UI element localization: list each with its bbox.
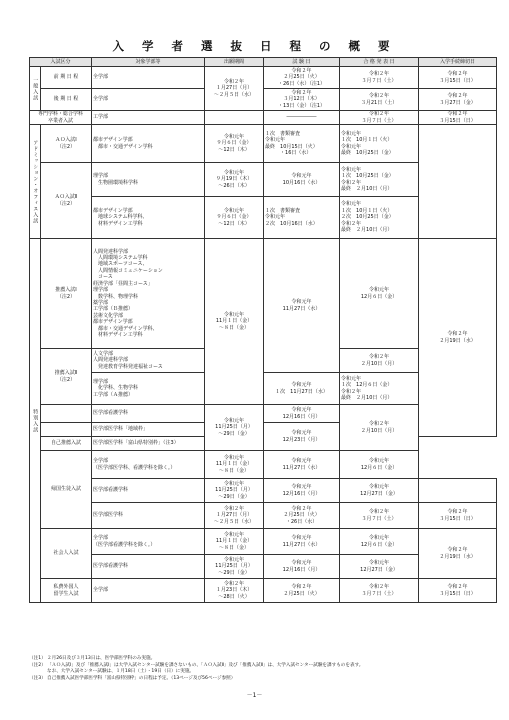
pass-date: 令和元年 １次 10月１日（火） 令和元年 最終 10月25日（金）: [340, 125, 419, 163]
deadline: 令和２年 ２月19日（水）: [419, 239, 497, 437]
deadline: 令和２年 ３月15日（日）: [419, 67, 497, 89]
pass-date: 令和２年 ３月７日（土）: [340, 579, 419, 603]
period: 令和元年 11月１日（金） ～８日（金）: [205, 529, 264, 555]
target: 医学部医学科「地域枠」: [92, 423, 205, 437]
subcategory-empty: [41, 405, 92, 423]
pass-date: 令和２年 ２月10日（月）: [340, 349, 419, 373]
period: 令和元年 ９月19日（木） ～26日（木）: [205, 163, 264, 197]
deadline: 令和２年 ３月27日（金）: [419, 89, 497, 111]
deadline: 令和２年 ３月15日（日）: [419, 111, 497, 125]
subcategory: ＡＯ入試Ⅰ （注2）: [41, 125, 92, 163]
page-number: －1－: [246, 692, 263, 699]
footnote: [29, 676, 499, 683]
subcategory: 専門学科・総合学科 卒業者入試: [30, 111, 92, 125]
period: 令和元年 11月25日（月） ～29日（金）: [205, 405, 264, 451]
header-category: 入試区分: [30, 58, 92, 67]
pass-date: 令和２年 ３月７日（土）: [340, 67, 419, 89]
pass-date: 令和元年 12月６日（金）: [340, 451, 419, 479]
exam-date: １次 書類審査 令和元年 ２次 10月16日（水）: [264, 197, 340, 239]
exam-date: ――――――: [264, 111, 340, 125]
category-ippan: 一般入試: [30, 67, 41, 111]
pass-date: 令和２年 ２月10日（月）: [340, 405, 419, 451]
footnote-key: （注3）: [29, 675, 46, 681]
target: 全学部: [92, 579, 205, 603]
table-row: [30, 451, 497, 479]
footnote-text: 「ＡＯ入試Ⅰ」及び「推薦入試Ⅰ」は大学入試センター試験を課さないもの、「ＡＯ入試Ⅱ」及び「推薦入試Ⅱ」は、大学入試センター試験を課すものを表す。: [47, 662, 364, 668]
subcategory: 前 期 日 程: [41, 67, 92, 89]
pass-date: 令和元年 12月27日（金）: [340, 555, 419, 579]
target: 理学部 生物圏環境科学科: [92, 163, 205, 197]
pass-date: 令和元年 １次 12月６日（金） 令和２年 最終 ２月10日（月）: [340, 373, 419, 405]
footnote-key: （注1）: [29, 656, 46, 661]
period: 令和２年 １月23日（木） ～28日（火）: [205, 579, 264, 603]
pass-date: 令和２年 ３月21日（土）: [340, 89, 419, 111]
exam-date: 令和２年 ２月25日（火） ・26日（水）（注1）: [264, 67, 340, 89]
exam-date: 令和元年 12月16日（月）: [264, 479, 340, 503]
target: 医学部看護学科: [92, 405, 205, 423]
schedule-table: [29, 57, 497, 603]
footnotes: [29, 656, 499, 682]
table-row: [30, 67, 497, 89]
table-row: [30, 111, 497, 125]
subcategory: 後 期 日 程: [41, 89, 92, 111]
period: 令和２年 １月27日（月） ～２月５日（水）: [205, 503, 264, 529]
header-pass: 合 格 発 表 日: [340, 58, 419, 67]
target: 医学部看護学科: [92, 479, 205, 503]
target: 人文学部 人間発達科学部 発達教育学科発達福祉コース: [92, 349, 205, 373]
period: 令和元年 11月25日（月） ～29日（金）: [205, 479, 264, 503]
exam-date: 令和元年 11月27日（水）: [264, 239, 340, 373]
header-period: 出願期間: [205, 58, 264, 67]
target: 全学部 （医学部看護学科を除く。）: [92, 529, 205, 555]
target: 医学部看護学科: [92, 555, 205, 579]
footnote-key: （注2）: [29, 662, 46, 668]
target: 全学部 （医学部医学科、看護学科を除く。）: [92, 451, 205, 479]
exam-date: 令和２年 ２月25日（火） ・26日（水）: [264, 503, 340, 529]
exam-date: 令和元年 12月16日（月）: [264, 405, 340, 423]
subcategory: ＡＯ入試Ⅱ （注2）: [41, 163, 92, 239]
subcategory: 社会人入試: [41, 529, 92, 579]
table-row: [30, 529, 497, 555]
pass-date: 令和元年 12月６日（金）: [340, 529, 419, 555]
target: 全学部: [92, 67, 205, 89]
target: 人間発達科学部 人間環境システム学科 地域スポーツコース、 人間情報コミュニケーション コース 経済学部「昼間主コース」 理学部 数学科、物理学科 薬学部 工学部（Ｂ推薦） 芸術文化学部 都市デザイン学部 都市・交通デザイン学科、 材料デザイン工学科: [92, 239, 205, 349]
period: 令和２年 １月27日（月） ～２月５日（水）: [205, 67, 264, 111]
category-tokubetsu: 特別入試: [30, 239, 41, 603]
pass-date: 令和元年 12月６日（金）: [340, 239, 419, 349]
pass-date: 令和２年 ３月７日（土）: [340, 111, 419, 125]
deadline: 令和２年 ２月19日（水）: [419, 529, 497, 579]
subcategory: 帰国生徒入試: [41, 451, 92, 529]
target: 理学部 化学科、生物学科 工学部（Ａ推薦）: [92, 373, 205, 405]
target: 都市デザイン学部 地球システム科学科、 材料デザイン工学科: [92, 197, 205, 239]
pass-date: 令和２年 ３月７日（土）: [340, 503, 419, 529]
table-row: [30, 239, 497, 349]
subcategory: 私費外国人 留学生入試: [41, 579, 92, 603]
table-row: [30, 479, 497, 503]
table-row: [30, 503, 497, 529]
target: 医学部医学科: [92, 503, 205, 529]
period: 令和元年 ９月６日（金） ～12日（木）: [205, 197, 264, 239]
footnote-text: 自己推薦入試医学部医学科「富山県特別枠」の日程は予定。（13ページ及び56ページ参照）: [47, 675, 236, 681]
target: 全学部: [92, 89, 205, 111]
table-row: [30, 125, 497, 163]
deadline: 令和２年 ３月15日（日）: [419, 503, 497, 529]
deadline-empty: [419, 479, 497, 503]
exam-date: 令和元年 10月16日（水）: [264, 163, 340, 197]
pass-date: 令和元年 １次 10月25日（金） 令和２年 最終 ２月10日（月）: [340, 163, 419, 197]
footnote-text: なお、大学入試センター試験は、１月18日（土）・19日（日）に実施。: [47, 669, 195, 675]
target: 工学部: [92, 111, 205, 125]
subcategory: 自己推薦入試: [41, 437, 92, 451]
period: 令和元年 ９月６日（金） ～12日（木）: [205, 125, 264, 163]
page-title: 入 学 者 選 抜 日 程 の 概 要: [112, 39, 397, 53]
period: 令和元年 11月25日（月） ～29日（金）: [205, 555, 264, 579]
target: 医学部医学科「富山県特別枠」（注3）: [92, 437, 205, 451]
table-row: [30, 89, 497, 111]
header-target: 対象学部等: [92, 58, 205, 67]
footnote-text: ２月26日及び３月13日は、医学部医学科のみ実施。: [47, 656, 156, 661]
exam-date: 令和元年 12月23日（月）: [264, 423, 340, 451]
category-ao: アドミッション・オフィス入試: [30, 125, 41, 239]
deadline: 令和２年 ３月15日（日）: [419, 579, 497, 603]
exam-date: 令和２年 ２月25日（火）: [264, 579, 340, 603]
exam-date: １次 書類審査 令和元年 最終 10月15日（火） ・16日（水）: [264, 125, 340, 163]
header-deadline: 入学手続締切日: [419, 58, 497, 67]
target: 都市デザイン学部 都市・交通デザイン学科: [92, 125, 205, 163]
subcategory-empty: [41, 423, 92, 437]
header-exam: 試 験 日: [264, 58, 340, 67]
footnote-key: [29, 669, 47, 676]
exam-date: 令和元年 １次 11月27日（水）: [264, 373, 340, 405]
exam-date: 令和元年 12月16日（月）: [264, 555, 340, 579]
exam-date: 令和２年 ３月12日（木） ・13日（金）（注1）: [264, 89, 340, 111]
pass-date: 令和元年 １次 10月１日（火） ２次 10月25日（金） 令和２年 最終 ２月10日（月）: [340, 197, 419, 239]
deadline-empty: [419, 125, 497, 239]
table-row: [30, 579, 497, 603]
exam-date: 令和元年 11月27日（水）: [264, 451, 340, 479]
footnote: [29, 669, 499, 676]
period: 令和元年 11月１日（金） ～８日（金）: [205, 451, 264, 479]
subcategory: 推薦入試Ⅰ （注2）: [41, 239, 92, 349]
footnote: [29, 656, 499, 663]
subcategory: 推薦入試Ⅱ （注2）: [41, 349, 92, 405]
exam-date: 令和元年 11月27日（水）: [264, 529, 340, 555]
pass-date: 令和元年 12月27日（金）: [340, 479, 419, 503]
period-empty: [205, 111, 264, 125]
header-row: [30, 58, 497, 67]
period: 令和元年 11月１日（金） ～８日（金）: [205, 239, 264, 405]
